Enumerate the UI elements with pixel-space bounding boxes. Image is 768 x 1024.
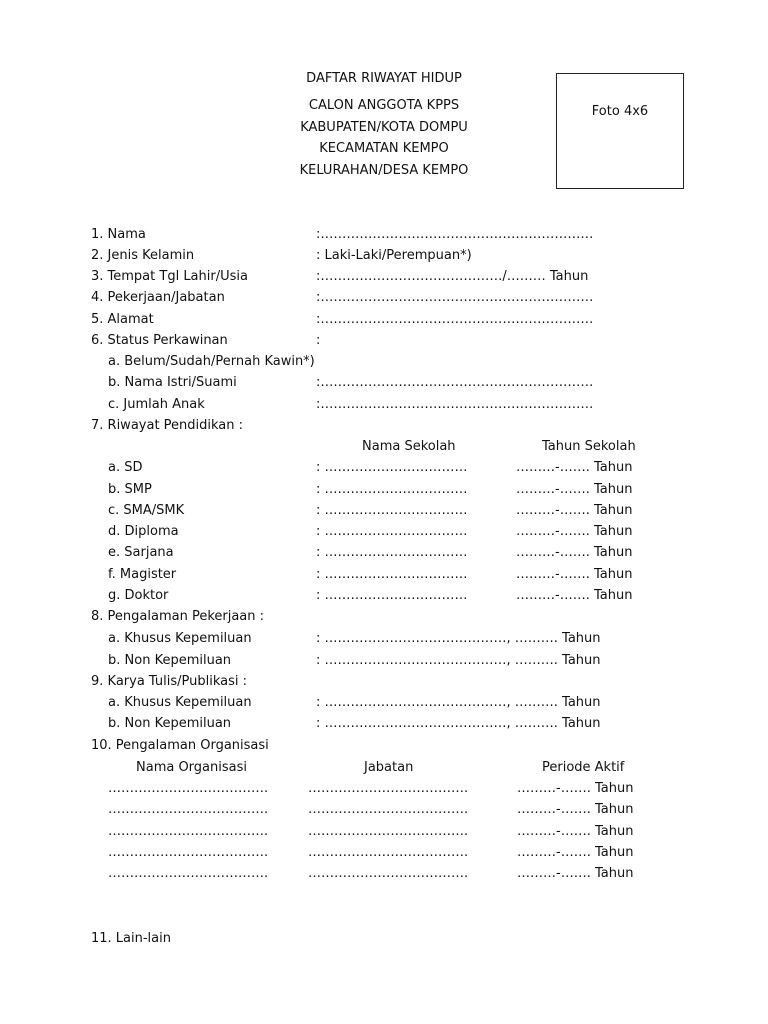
status-a-label: a. Belum/Sudah/Pernah Kawin*)	[108, 354, 315, 369]
photo-box-label: Foto 4x6	[591, 104, 649, 119]
pendidikan-row-years: ………-……. Tahun	[516, 545, 633, 560]
karya-row-value: : ……………………………………, ………. Tahun	[316, 716, 601, 731]
organisasi-row-position: ……………………………….	[308, 824, 469, 839]
organisasi-label: 10. Pengalaman Organisasi	[91, 738, 269, 753]
organisasi-row-period: ………-……. Tahun	[517, 781, 634, 796]
ttl-label: 3. Tempat Tgl Lahir/Usia	[91, 269, 248, 284]
pendidikan-row-school: : ……………………………	[316, 567, 468, 582]
lain-lain-label: 11. Lain-lain	[91, 931, 171, 946]
organisasi-col-position: Jabatan	[364, 760, 414, 775]
header-line-4: KECAMATAN KEMPO	[319, 141, 449, 156]
pendidikan-row-label: e. Sarjana	[108, 545, 174, 560]
pendidikan-col-year: Tahun Sekolah	[542, 439, 636, 454]
pengalaman-row-label: b. Non Kepemiluan	[108, 653, 232, 668]
pendidikan-row-school: : ……………………………	[316, 482, 468, 497]
pendidikan-row-years: ………-……. Tahun	[516, 503, 633, 518]
organisasi-row-period: ………-……. Tahun	[517, 866, 634, 881]
pendidikan-row-label: f. Magister	[108, 567, 177, 582]
pengalaman-pekerjaan-label: 8. Pengalaman Pekerjaan :	[91, 609, 265, 624]
pendidikan-row-years: ………-……. Tahun	[516, 567, 633, 582]
pendidikan-row-school: : ……………………………	[316, 545, 468, 560]
organisasi-col-name: Nama Organisasi	[136, 760, 247, 775]
karya-row-label: a. Khusus Kepemiluan	[108, 695, 252, 710]
jenis-kelamin-value: : Laki-Laki/Perempuan*)	[316, 248, 472, 263]
organisasi-row-name: ……………………………….	[108, 781, 269, 796]
alamat-label: 5. Alamat	[91, 312, 154, 327]
pendidikan-row-years: ………-……. Tahun	[516, 524, 633, 539]
status-value: :	[316, 333, 321, 348]
organisasi-row-position: ……………………………….	[308, 781, 469, 796]
header-line-2: CALON ANGGOTA KPPS	[308, 98, 460, 113]
organisasi-row-period: ………-……. Tahun	[517, 802, 634, 817]
organisasi-row-name: ……………………………….	[108, 845, 269, 860]
organisasi-row-name: ……………………………….	[108, 802, 269, 817]
organisasi-row-name: ……………………………….	[108, 866, 269, 881]
pendidikan-row-school: : ……………………………	[316, 503, 468, 518]
pendidikan-row-label: d. Diploma	[108, 524, 179, 539]
pendidikan-row-label: g. Doktor	[108, 588, 169, 603]
organisasi-row-position: ……………………………….	[308, 845, 469, 860]
organisasi-row-position: ……………………………….	[308, 866, 469, 881]
pendidikan-row-years: ………-……. Tahun	[516, 482, 633, 497]
alamat-value: :………………………………………………………	[316, 312, 594, 327]
pendidikan-row-label: c. SMA/SMK	[108, 503, 185, 518]
pendidikan-row-school: : ……………………………	[316, 460, 468, 475]
karya-tulis-label: 9. Karya Tulis/Publikasi :	[91, 674, 248, 689]
organisasi-row-period: ………-……. Tahun	[517, 845, 634, 860]
status-b-label: b. Nama Istri/Suami	[108, 375, 237, 390]
ttl-value: :……………………………………/……… Tahun	[316, 269, 589, 284]
pendidikan-col-school: Nama Sekolah	[362, 439, 456, 454]
pendidikan-row-school: : ……………………………	[316, 524, 468, 539]
karya-row-value: : ……………………………………, ………. Tahun	[316, 695, 601, 710]
pekerjaan-value: :………………………………………………………	[316, 290, 594, 305]
pendidikan-row-label: b. SMP	[108, 482, 152, 497]
status-b-value: :………………………………………………………	[316, 375, 594, 390]
jenis-kelamin-label: 2. Jenis Kelamin	[91, 248, 195, 263]
pengalaman-row-label: a. Khusus Kepemiluan	[108, 631, 252, 646]
organisasi-row-period: ………-……. Tahun	[517, 824, 634, 839]
karya-row-label: b. Non Kepemiluan	[108, 716, 232, 731]
pekerjaan-label: 4. Pekerjaan/Jabatan	[91, 290, 225, 305]
status-c-label: c. Jumlah Anak	[108, 397, 205, 412]
nama-label: 1. Nama	[91, 227, 146, 242]
pendidikan-row-years: ………-……. Tahun	[516, 460, 633, 475]
nama-value: :………………………………………………………	[316, 227, 594, 242]
organisasi-row-position: ……………………………….	[308, 802, 469, 817]
status-label: 6. Status Perkawinan	[91, 333, 228, 348]
organisasi-row-name: ……………………………….	[108, 824, 269, 839]
status-c-value: :………………………………………………………	[316, 397, 594, 412]
form-title: DAFTAR RIWAYAT HIDUP	[306, 71, 462, 86]
pengalaman-row-value: : ……………………………………, ………. Tahun	[316, 653, 601, 668]
pendidikan-label: 7. Riwayat Pendidikan :	[91, 418, 244, 433]
photo-box	[556, 73, 684, 189]
pengalaman-row-value: : ……………………………………, ………. Tahun	[316, 631, 601, 646]
pendidikan-row-school: : ……………………………	[316, 588, 468, 603]
pendidikan-row-years: ………-……. Tahun	[516, 588, 633, 603]
header-line-5: KELURAHAN/DESA KEMPO	[299, 163, 469, 178]
header-line-3: KABUPATEN/KOTA DOMPU	[300, 120, 468, 135]
organisasi-col-period: Periode Aktif	[542, 760, 625, 775]
pendidikan-row-label: a. SD	[108, 460, 143, 475]
